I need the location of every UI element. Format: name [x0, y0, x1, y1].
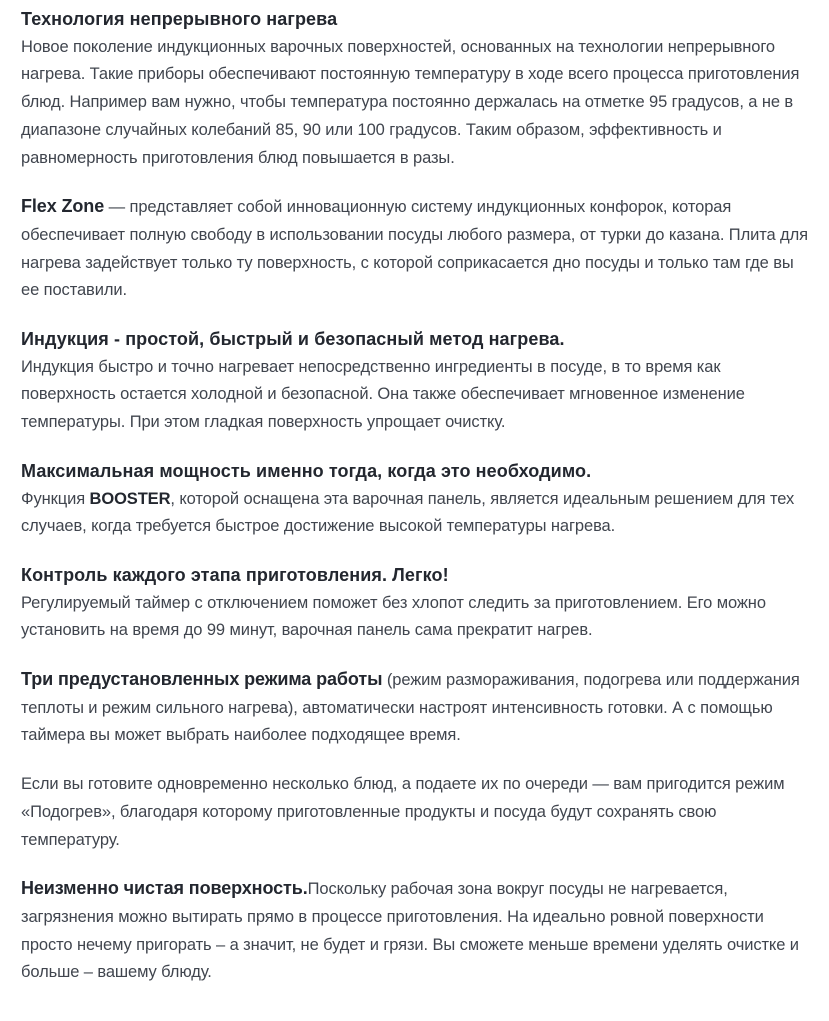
section-clean-surface — [21, 875, 813, 987]
section-body: Если вы готовите одновременно несколько блюд, а подаете их по очереди — вам пригодится режим «Подогрев», благодаря которому приготовленные продукты и посуда будут сохранять свою температуру. — [21, 775, 785, 849]
section-body: Регулируемый таймер с отключением поможет без хлопот следить за приготовлением. Его можно установить на время до 99 минут, варочная панель сама прекратит нагрев. — [21, 593, 766, 640]
section-lead-bold: Неизменно чистая поверхность. — [21, 878, 308, 899]
section-continuous-heating — [21, 6, 813, 172]
section-timer-control — [21, 562, 813, 645]
section-body — [21, 486, 813, 541]
section-body — [21, 193, 813, 305]
section-flex-zone — [21, 193, 813, 305]
section-body: Новое поколение индукционных варочных поверхностей, основанных на технологии непрерывного нагрева. Такие приборы обеспечивают постоянную температуру в ходе всего процесса приготовления блюд. Например вам нужно, чтобы температура постоянно держалась на отметке 95 градусов, а не в диапазоне случайных колебаний 85, 90 или 100 градусов. Таким образом, эффективность и равномерность приготовления блюд повышается в разы. — [21, 37, 800, 167]
section-body-text: , которой оснащена эта варочная панель, является идеальным решением для тех случаев, когда требуется быстрое достижение высокой температуры нагрева. — [21, 489, 795, 536]
section-heading: Максимальная мощность именно тогда, когда это необходимо. — [21, 460, 592, 481]
section-heading: Технология непрерывного нагрева — [21, 9, 338, 29]
section-body-text: — представляет собой инновационную систему индукционных конфорок, которая обеспечивает полную свободу в использовании посуды любого размера, от турки до казана. Плита для нагрева задействует только ту поверхность, с которой соприкасается дно посуды и только там где вы ее поставили. — [21, 198, 808, 300]
section-body — [21, 875, 813, 987]
booster-bold-text: BOOSTER — [89, 489, 171, 508]
section-body: Индукция быстро и точно нагревает непосредственно ингредиенты в посуде, в то время как поверхность остается холодной и безопасной. Она также обеспечивает мгновенное изменение температуры. При этом гладкая поверхность упрощает очистку. — [21, 357, 745, 432]
section-heading: Контроль каждого этапа приготовления. Легко! — [21, 564, 449, 585]
section-lead-bold: Flex Zone — [21, 196, 105, 217]
section-induction — [21, 326, 813, 437]
section-warm-mode — [21, 771, 813, 854]
section-body-text: Функция — [21, 489, 90, 508]
section-body-text: (режим размораживания, подогрева или поддержания теплоты и режим сильного нагрева), автоматически настроят интенсивность готовки. А с помощью таймера вы может выбрать наиболее подходящее время. — [21, 671, 800, 745]
section-lead-bold: Три предустановленных режима работы — [21, 669, 383, 690]
section-body-text: Поскольку рабочая зона вокруг посуды не нагревается, загрязнения можно вытирать прямо в процессе приготовления. На идеально ровной поверхности просто нечему пригорать – а значит, не будет и грязи. Вы сможете меньше времени уделять очистке и больше – вашему блюду. — [21, 880, 799, 982]
section-heading: Индукция - простой, быстрый и безопасный метод нагрева. — [21, 329, 565, 350]
section-booster — [21, 458, 813, 541]
section-preset-modes — [21, 666, 813, 750]
section-body — [21, 666, 813, 750]
